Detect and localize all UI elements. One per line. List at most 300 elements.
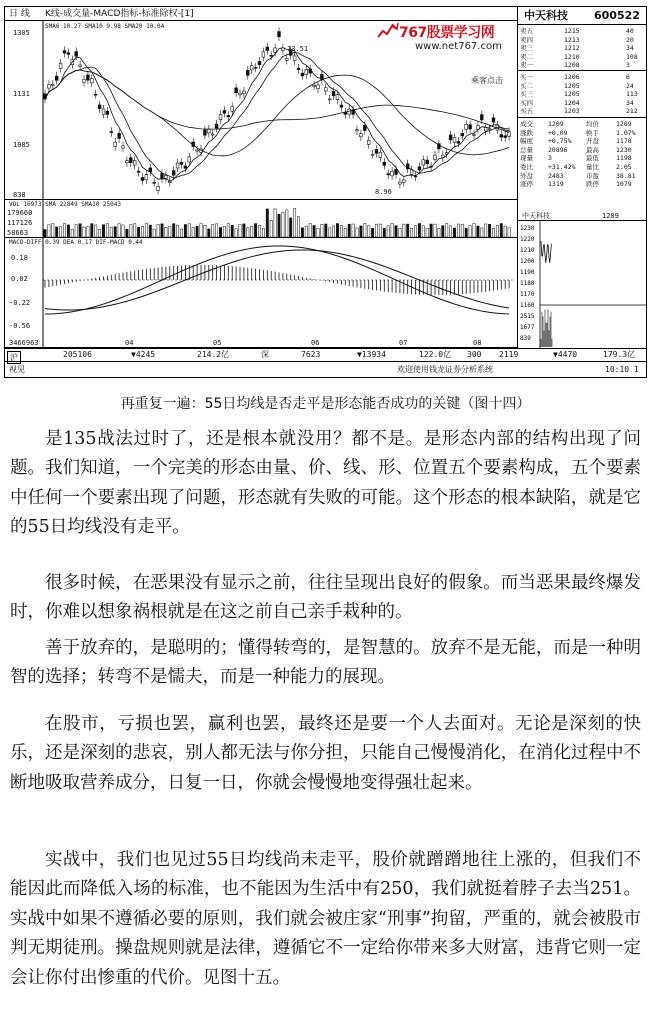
candle-body [106, 111, 109, 114]
candle-body [399, 182, 402, 184]
volume-bar [83, 227, 85, 237]
volume-bar [114, 227, 116, 237]
candle-body [414, 176, 417, 177]
quote-cell: 1319 [548, 180, 564, 189]
volume-bar [504, 226, 506, 237]
candle-body [356, 130, 359, 131]
volume-bar [180, 229, 182, 237]
quote-cell: 1198 [616, 154, 632, 163]
site-watermark [377, 22, 517, 64]
macd-axis-1: 0.18 [11, 254, 28, 262]
volume-bar [317, 228, 319, 237]
date-label: 04 [125, 339, 134, 347]
quote-cell: 1209 [616, 120, 632, 128]
volume-bar [137, 227, 139, 237]
minute-chart[interactable] [518, 221, 647, 348]
quote-stat-row [518, 129, 647, 137]
volume-bar [449, 226, 451, 237]
candle-body [239, 93, 242, 95]
volume-bar [184, 225, 186, 237]
quote-cell: 总量 [520, 145, 533, 154]
volume-bar [188, 224, 190, 237]
candle-body [87, 75, 90, 80]
candle-body [461, 133, 464, 136]
volume-bar [106, 224, 108, 237]
status-value: 122.0亿 [419, 350, 452, 359]
quote-cell: 量比 [586, 163, 599, 171]
mini-axis-label: 1200 [520, 258, 535, 265]
quote-cell: 均价 [586, 120, 599, 128]
volume-bar [297, 217, 299, 237]
date-label: 05 [213, 339, 222, 347]
volume-bar [176, 225, 178, 237]
candle-body [137, 171, 140, 172]
chart-annotation: 乘客点击 [471, 76, 503, 85]
quote-cell: 2.05 [616, 163, 632, 171]
quote-cell: 涨停 [520, 180, 533, 189]
candle-body [51, 84, 54, 85]
quote-cell: 开盘 [586, 137, 599, 146]
candle-body [434, 155, 437, 159]
candle-body [391, 171, 394, 176]
quote-cell: 买三 [520, 90, 533, 99]
candle-body [500, 135, 503, 137]
candle-body [340, 105, 343, 107]
candle-body [79, 65, 82, 66]
mini-axis-label: 2515 [520, 313, 535, 320]
ma55-line [45, 70, 509, 133]
quote-cell: 1206 [564, 73, 580, 81]
volume-bar [488, 224, 490, 237]
candle-body [270, 55, 273, 56]
volume-bar [360, 226, 362, 237]
quote-cell: 最高 [586, 145, 599, 154]
quote-cell: 成交 [520, 120, 533, 128]
candle-body [250, 66, 253, 70]
quote-cell: 1213 [564, 35, 580, 44]
volume-bar [48, 225, 50, 237]
volume-bar [71, 229, 73, 237]
status-value: 205106 [63, 350, 92, 359]
status-value: ▼4470 [553, 350, 578, 359]
candle-body [235, 88, 238, 93]
mini-axis-label: 1677 [520, 324, 535, 331]
ma5-line [45, 48, 509, 181]
candle-body [145, 175, 148, 180]
volume-bar [321, 224, 323, 237]
candle-body [172, 171, 175, 176]
article-paragraph: 善于放弃的，是聪明的；懂得转弯的，是智慧的。放弃不是无能，而是一种明智的选择；转弯不是懦夫，而是一种能力的展现。 [10, 638, 641, 688]
quote-cell: 2483 [548, 171, 564, 180]
mini-axis-label: 1190 [520, 269, 535, 276]
volume-bar [414, 226, 416, 237]
candle-body [110, 132, 113, 133]
volume-bar [98, 229, 100, 237]
volume-bar [301, 228, 303, 237]
candle-body [215, 124, 218, 128]
status-time: 10:10 1 [605, 365, 639, 374]
volume-bar [430, 224, 432, 237]
volume-bar [149, 225, 151, 237]
volume-bar [52, 224, 54, 237]
quote-cell: 卖五 [520, 27, 533, 35]
macd-bottom-label: 3466963 [9, 339, 39, 347]
volume-bar [332, 226, 334, 237]
stats-divider [518, 117, 647, 118]
candle-body [453, 138, 456, 143]
quote-cell: +31.42% [548, 163, 576, 171]
candle-body [371, 154, 374, 155]
period-label[interactable]: 日 线 [9, 9, 30, 19]
candle-body [133, 160, 136, 165]
candle-body [410, 170, 413, 174]
quote-cell: 市盈 [586, 171, 599, 180]
volume-bar [258, 225, 260, 237]
volume-bar [461, 224, 463, 237]
candle-body [328, 99, 331, 100]
volume-bar [426, 228, 428, 237]
volume-bar [251, 226, 253, 237]
volume-bar [215, 224, 217, 237]
quote-cell: 1210 [564, 52, 580, 61]
volume-bar [153, 229, 155, 237]
candle-body [114, 142, 117, 146]
volume-bar [278, 214, 280, 237]
candle-body [204, 130, 207, 135]
order-book-row [518, 107, 647, 115]
vol-legend: VOL 16973 SMA 22849 SMA10 25043 [9, 201, 121, 208]
volume-bar [473, 224, 475, 237]
watermark-url: www.net767.com [415, 41, 502, 52]
system-status-bar [5, 361, 647, 378]
volume-bar [266, 209, 268, 237]
volume-bar [453, 228, 455, 237]
candle-body [63, 51, 66, 54]
candle-body [157, 186, 160, 190]
volume-bar [508, 228, 510, 237]
volume-bar [340, 226, 342, 237]
candle-body [332, 91, 335, 95]
volume-bar [204, 225, 206, 237]
candle-body [102, 109, 105, 114]
quote-stat-row [518, 120, 647, 128]
order-book-row [518, 82, 647, 90]
volume-bar [212, 224, 214, 237]
volume-bar [383, 228, 385, 237]
vol-axis-2: 117126 [7, 219, 33, 227]
volume-bar [496, 226, 498, 237]
volume-bar [262, 229, 264, 237]
quote-cell: 1204 [564, 98, 580, 107]
quote-cell: 幅度 [520, 137, 533, 146]
candle-body [484, 127, 487, 130]
volume-bar [492, 228, 494, 237]
volume-bar [313, 225, 315, 237]
quote-cell: 卖一 [520, 61, 533, 70]
volume-bar [457, 224, 459, 237]
quote-cell: 外盘 [520, 171, 533, 180]
candle-body [176, 163, 179, 168]
volume-bar [418, 224, 420, 237]
candle-body [219, 114, 222, 119]
candle-body [118, 133, 121, 138]
candle-body [449, 135, 452, 140]
status-value: ▼4245 [131, 350, 156, 359]
candle-body [278, 32, 281, 37]
quote-cell: 108 [626, 52, 638, 61]
volume-bar [446, 224, 448, 237]
volume-bar [407, 224, 409, 237]
stock-header [517, 7, 647, 25]
volume-bar [208, 229, 210, 237]
candle-body [180, 162, 183, 164]
candle-body [161, 174, 164, 179]
exchange-tab[interactable]: 沪 [7, 351, 21, 364]
candle-body [473, 134, 476, 135]
quote-cell: 3 [548, 154, 552, 163]
quote-cell: 3 [626, 61, 630, 70]
volume-bar [56, 227, 58, 237]
candle-body [141, 177, 144, 180]
volume-bar [422, 226, 424, 237]
volume-bar [79, 224, 81, 237]
low-price-label: 8.96 [375, 188, 392, 196]
volume-bar [219, 227, 221, 237]
order-book-row [518, 44, 647, 52]
quote-cell: +0.75% [548, 137, 572, 146]
k-axis-2: 1131 [13, 90, 30, 98]
k-axis-bottom: 838 [13, 191, 26, 199]
quote-cell: 212 [626, 107, 638, 116]
quote-cell: 1.07% [616, 128, 636, 137]
candle-body [98, 105, 101, 109]
order-book-row [518, 73, 647, 81]
quote-cell: 1079 [616, 180, 632, 189]
quote-cell: 1178 [616, 137, 632, 146]
volume-bar [305, 226, 307, 237]
status-value: 179.3亿 [603, 350, 636, 359]
candle-body [457, 142, 460, 144]
mini-price: 1209 [602, 212, 619, 220]
macd-axis-3: -0.22 [9, 299, 31, 307]
volume-bar [161, 224, 163, 237]
candle-body [153, 182, 156, 183]
quote-cell: 卖二 [520, 52, 533, 61]
article-paragraph: 是135战法过时了，还是根本就没用？都不是。是形态内部的结构出现了问题。我们知道，一个完美的形态由量、价、线、形、位置五个要素构成，五个要素中任何一个要素出现了问题，形态就有失败的可能。这个形态的根本缺陷，就是它的55日均线没有走平。 [10, 429, 641, 538]
chart-title-bar [5, 7, 517, 21]
candle-body [254, 67, 257, 68]
candle-body [122, 146, 125, 148]
candle-body [418, 167, 421, 170]
volume-bar [126, 229, 128, 237]
candle-body [126, 161, 129, 163]
candle-body [383, 162, 386, 165]
candle-body [297, 68, 300, 69]
article-paragraph: 在股市，亏损也罢，赢利也罢，最终还是要一个人去面对。无论是深刻的快乐，还是深刻的悲哀，别人都无法与你分担，只能自己慢慢消化，在消化过程中不断地吸取营养成分，日复一日，你就会慢慢地变得强壮起来。 [10, 714, 641, 793]
candle-body [243, 91, 246, 94]
candle-body [305, 69, 308, 74]
candle-body [285, 59, 288, 61]
quote-cell: 40 [626, 27, 634, 35]
volume-bar [75, 225, 77, 237]
status-message: 欢迎使用钱龙证券分析系统 [397, 365, 493, 374]
volume-bar [169, 226, 171, 237]
status-value: 214.2亿 [197, 350, 230, 359]
candle-body [379, 152, 382, 157]
chart-title: K线-成交量-MACD指标-标准除权-[1] [45, 9, 194, 19]
candle-body [387, 174, 390, 175]
mini-axis-label: 839 [520, 335, 531, 342]
status-left[interactable]: 视见 [9, 365, 25, 374]
volume-bar [442, 226, 444, 237]
volume-bar [286, 210, 288, 237]
candle-body [426, 160, 429, 164]
candle-body [422, 160, 425, 165]
k-axis-3: 1085 [13, 141, 30, 149]
status-value[interactable]: 深 [261, 350, 269, 359]
volume-bar [122, 225, 124, 237]
candle-body [313, 85, 316, 86]
candle-body [75, 52, 78, 57]
volume-bar [254, 224, 256, 237]
candle-body [227, 115, 230, 116]
mini-axis-label: 1170 [520, 291, 535, 298]
mini-axis-label: 1220 [520, 236, 535, 243]
quote-cell: 34 [626, 44, 634, 53]
volume-bar [399, 228, 401, 237]
volume-panel[interactable] [5, 200, 517, 238]
quote-cell: 20 [626, 35, 634, 44]
volume-bar [485, 224, 487, 237]
volume-bar [368, 226, 370, 237]
volume-bar [235, 229, 237, 237]
volume-bar [410, 228, 412, 237]
status-value: 300 [467, 350, 482, 359]
candle-body [363, 125, 366, 130]
quote-stat-row [518, 180, 647, 188]
volume-bar [118, 224, 120, 237]
volume-bar [371, 228, 373, 237]
volume-bar [395, 226, 397, 237]
volume-bar [270, 220, 272, 237]
volume-bar [192, 227, 194, 237]
volume-bar [91, 224, 93, 237]
candle-body [262, 52, 265, 57]
volume-bar [375, 224, 377, 237]
candle-body [274, 48, 277, 52]
volume-bar [110, 227, 112, 237]
candle-body [469, 125, 472, 129]
quote-cell: 现量 [520, 154, 533, 163]
mini-axis-label: 1230 [520, 225, 535, 232]
mini-stock-name: 中天科技 [522, 212, 550, 220]
candle-body [402, 180, 405, 182]
candle-body [367, 140, 370, 144]
order-book-row [518, 36, 647, 44]
order-book-row [518, 61, 647, 69]
volume-bar [387, 226, 389, 237]
status-value: 2119 [499, 350, 519, 359]
candle-body [83, 79, 86, 82]
date-label: 08 [473, 339, 482, 347]
quote-cell: 34 [626, 98, 634, 107]
volume-bar [465, 228, 467, 237]
volume-bar [344, 228, 346, 237]
volume-bar [352, 224, 354, 237]
stock-chart-screenshot [4, 6, 647, 378]
candle-body [188, 157, 191, 162]
candle-body [55, 76, 58, 80]
quote-cell: 1205 [564, 90, 580, 99]
volume-bar [282, 212, 284, 237]
quote-cell: 换手 [586, 128, 599, 137]
quote-cell: 1209 [548, 120, 564, 128]
volume-bar [325, 224, 327, 237]
candle-body [293, 56, 296, 61]
vol-axis-3: 58663 [7, 229, 29, 237]
quote-cell: +0.09 [548, 128, 568, 137]
quote-cell: 涨跌 [520, 128, 533, 137]
macd-panel[interactable] [5, 238, 517, 348]
candle-body [324, 88, 327, 91]
volume-bar [309, 224, 311, 237]
macd-chart [5, 238, 517, 348]
candle-body [465, 124, 468, 129]
quote-cell: 买五 [520, 107, 533, 116]
candle-body [196, 150, 199, 151]
volume-bar [102, 225, 104, 237]
volume-bar [95, 225, 97, 237]
watermark-brand: 767股票学习网 [399, 25, 495, 41]
k-axis-top: 1305 [13, 29, 30, 37]
volume-bar [293, 209, 295, 237]
candle-body [480, 115, 483, 120]
volume-bar [379, 224, 381, 237]
order-book-row [518, 90, 647, 98]
volume-bar [67, 225, 69, 237]
volume-bar [44, 230, 46, 238]
volume-bar [274, 209, 276, 237]
candle-body [488, 129, 491, 130]
volume-bar [290, 218, 292, 237]
volume-bar [403, 224, 405, 237]
quote-cell: 卖四 [520, 35, 533, 44]
volume-bar [63, 224, 65, 237]
volume-bar [145, 224, 147, 237]
quote-cell: 1215 [564, 27, 580, 35]
quote-cell: 买一 [520, 73, 533, 81]
candle-body [231, 107, 234, 112]
quote-stat-row [518, 163, 647, 171]
candle-body [258, 61, 261, 65]
volume-bar [200, 224, 202, 237]
order-book-divider [518, 70, 647, 71]
candle-body [67, 53, 70, 55]
quote-cell: 24 [626, 81, 634, 90]
quote-stat-row [518, 146, 647, 154]
chart-logo-icon [377, 22, 399, 40]
candle-body [207, 129, 210, 133]
quote-stat-row [518, 172, 647, 180]
macd-legend: MACD-DIFF 0.39 DEA 0.17 DIF-MACD 0.44 [9, 239, 143, 246]
candle-body [48, 85, 51, 88]
volume-bar [196, 226, 198, 237]
volume-bar [87, 227, 89, 237]
quote-cell: 最低 [586, 154, 599, 163]
volume-bar [336, 224, 338, 237]
order-book-row [518, 99, 647, 107]
candle-body [168, 181, 171, 182]
